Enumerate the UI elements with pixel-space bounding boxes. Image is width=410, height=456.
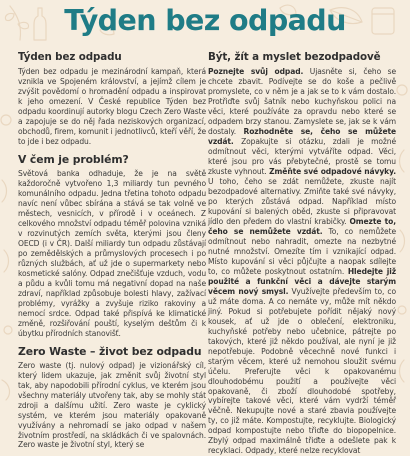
tip-3-title: Změňte své odpadové návyky.	[269, 166, 396, 176]
tip-1-text: Ujasněte si, čeho se chcete zbavit. Podívejte se do koše a pečlivě promyslete, co v něm je a jak se to k vám dostalo. Protřiďte svůj šatník nebo kuchyňskou polici na věci, které používáte za opravdu nebo které se odpadem brzy stanou. Zamyslete se, jak se k vám dostaly.	[208, 67, 396, 136]
right-column	[208, 51, 396, 456]
tip-4-text: To, co nemůžete odmítnout nebo nahradit, omezte na nezbytné nutné množství. Omezíte tím i vznikající odpad. Místo kupování si věci půjčujte a naopak sdílejte to, co můžete poskytnout ostatním.	[208, 226, 396, 276]
page-title: Týden bez odpadu	[64, 4, 346, 37]
left-column	[18, 51, 206, 450]
tips-paragraph	[208, 67, 396, 456]
section-heading-tyden: Týden bez odpadu	[18, 51, 122, 63]
section-heading-problem: V čem je problém?	[18, 152, 129, 166]
section-text-tyden: Týden bez odpadu je mezinárodní kampaň, která vznikla ve Spojeném království, a jejímž cílem je zvýšit povědomí o hromadění odpadu a inspirovat k jeho omezení. V České republice Týden bez odpadu koordinují autorky blogu Czech Zero Waste a zapojuje se do něj řada neziskových organizací, obchodů, firem, komunit i jednotlivců, kteří věří, že to jde i bez odpadu.	[18, 67, 206, 146]
tip-1-title: Poznejte svůj odpad.	[208, 67, 304, 76]
section-heading-zero-waste: Zero Waste – život bez odpadu	[18, 344, 202, 358]
section-heading-bezodpadove: Být, žít a myslet bezodpadově	[208, 51, 381, 63]
tip-3-text: U toho, čeho se zdát nemůžete, zkuste najít bezodpadové alternativy. Zmiňte také své návyky, po kterých zůstává odpad. Například místo kupování si balených oběd, zkuste si připravovat jídlo den předem do vlastní krabičky.	[208, 176, 396, 226]
tip-5-title: Hledejte již použité a funkční věci a dávejte starým věcem nový smysl.	[208, 266, 396, 296]
section-text-zero-waste: Zero waste (tj. nulový odpad) je vizionářský cíl, který lidem ukazuje, jak změnit svůj životní styl tak, aby napodobili přírodní cyklus, ve kterém jsou všechny materiály utvořeny tak, aby se mohly stát zdroji a dalšímu užití. Zero waste je cyklický systém, ve kterém jsou materiály opakovaně využívány a nehromadí se jako odpad v našem životním prostředí, na skládkách či ve spalovnách. Zero waste je životní styl, který se	[18, 360, 206, 450]
section-text-problem: Světová banka odhaduje, že je na světě každoročně vytvořeno 1,3 miliardy tun pevného komunálního odpadu. Jedna třetina tohoto odpadu navíc není vůbec sbírána a stává se tak volně ve městech, vesnicích, v přírodě i v oceánech. Z celkového množství odpadu téměř polovina vzniká v rozvinutých zemích světa, kterými jsou členy OECD (i v ČR). Další miliardy tun odpadu zůstávají po zemědělských a průmyslových procesech i po různých službách, ať už jde o supermarkety nebo kosmetické salóny. Odpad znečišťuje vzduch, vodu a půdu a kvůli tomu má negativní dopad na naše zdraví, například způsobuje bolesti hlavy, zažívací problémy, vyrážky a zvyšuje riziko rakoviny a nemocí srdce. Odpad také přispívá ke klimatické změně, rozšiřování pouští, kyselým deštům či k úbytku přírodních stanovišť.	[18, 168, 206, 338]
tip-5-text: Využívejte především to, co už máte doma. A co nemáte vy, může mít někdo jiný. Pokud si potřebujete pořídit nějaký nový kousek, ať už jde o oblečení, elektroniku, kuchyňské potřeby nebo učebnice, pátrejte po takových, které již někdo používal, ale nyní je již nepotřebuje. Podobně věcechně nové funkci i starým věcem, které už nemohou sloužit svému účelu. Preferujte věci k opakovanému dlouhodobému použití a používejte věci opakovaně, či zboží dlouhodobé spotřeby, vybírejte takové věci, které vám vydrží téměř věčně. Nekupujte nové a staré zbavia používejte ty, co již máte. Kompostujte, recyklujte. Biologický odpad kompostujte nebo třiďte do biopopelnice. Zbylý odpad maximálně třiďte a odešlete pak k recyklaci. Odpady, které nelze recyklovat	[208, 286, 396, 456]
tip-2-title: Rozhodněte se, čeho se můžete vzdát.	[208, 126, 396, 146]
tip-2-text: Zopakujte si otázku, zdali je možné odmítnout věci, kterými vytváříte odpad. Věci, které jsou pro vás přebytečné, prostě se tomu zkuste vyhnout.	[208, 136, 396, 176]
tip-4-title: Omezte to, čeho se nemůžete vzdát.	[208, 216, 396, 236]
